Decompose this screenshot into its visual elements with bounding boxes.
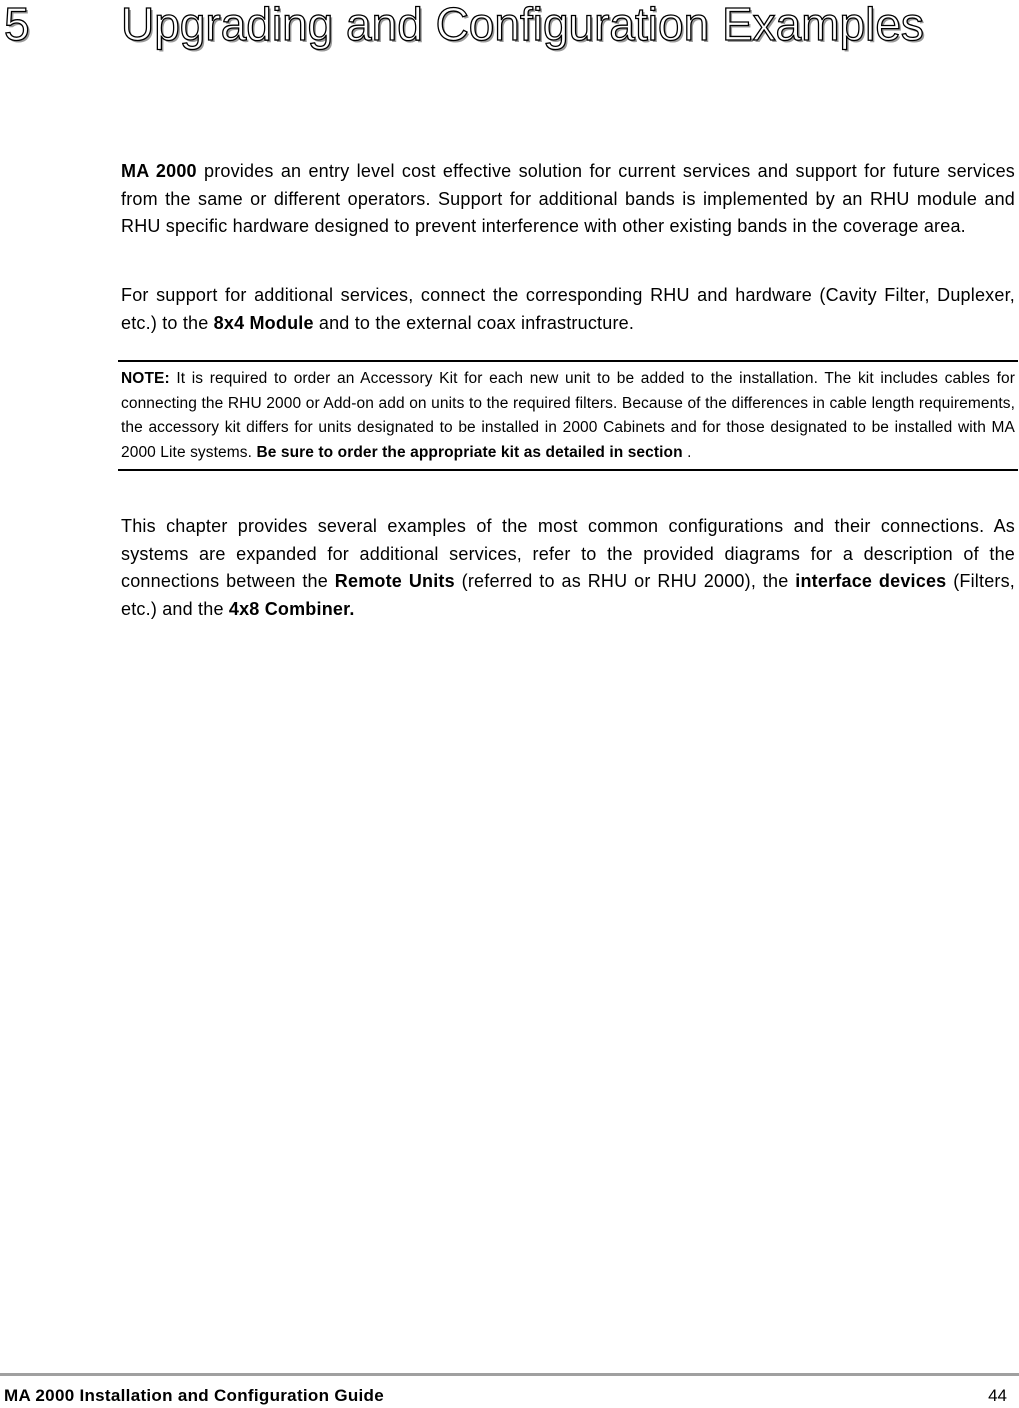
note-label: NOTE:: [121, 370, 170, 387]
page-number: 44: [988, 1386, 1007, 1405]
additional-services-paragraph: [121, 282, 1015, 337]
overview-text-3: (Filters, etc.) and the: [121, 571, 1016, 619]
note-tail: .: [682, 443, 692, 461]
note-emphasis: Be sure to order the appropriate kit as detailed in section: [256, 443, 683, 461]
intro-paragraph-text: provides an entry level cost effective solution for current services and support for future services from the same or different operators. Support for additional bands is implemented by an RHU module and RHU specific hardware designed to prevent interference with other existing bands in the coverage area.: [121, 161, 1015, 236]
additional-services-tail: and to the external coax infrastructure.: [313, 312, 635, 333]
additional-services-text: For support for additional services, connect the corresponding RHU and hardware (Cavity Filter, Duplexer, etc.) to the: [121, 285, 1015, 333]
note-block: [118, 360, 1018, 471]
footer-title: MA 2000 Installation and Configuration Guide: [4, 1386, 384, 1405]
overview-text-2: (referred to as RHU or RHU 2000), the: [454, 571, 796, 591]
footer-divider: [0, 1373, 1019, 1376]
product-name: MA 2000: [121, 161, 197, 181]
chapter-overview-paragraph: [121, 513, 1015, 623]
overview-text-1: This chapter provides several examples of the most common configurations and their connections. As systems are expanded for additional services, refer to the provided diagrams for a description of the connections between the: [121, 516, 1015, 591]
chapter-title: Upgrading and Configuration Examples: [121, 0, 924, 50]
remote-units-term: Remote Units: [334, 571, 455, 591]
note-body: It is required to order an Accessory Kit for each new unit to be added to the installation. The kit includes cables for connecting the RHU 2000 or Add-on add on units to the required filters. Because of the differences in cable length requirements, the accessory kit differs for units designated to be installed in 2000 Cabinets and for those designated to be installed with MA 2000 Lite systems.: [121, 370, 1015, 461]
combiner-term: 4x8 Combiner.: [228, 598, 355, 619]
intro-paragraph: [121, 158, 1015, 241]
interface-devices-term: interface devices: [795, 571, 947, 591]
module-name: 8x4 Module: [213, 312, 314, 333]
note-text: [121, 367, 1015, 465]
chapter-number: 5: [4, 0, 30, 50]
